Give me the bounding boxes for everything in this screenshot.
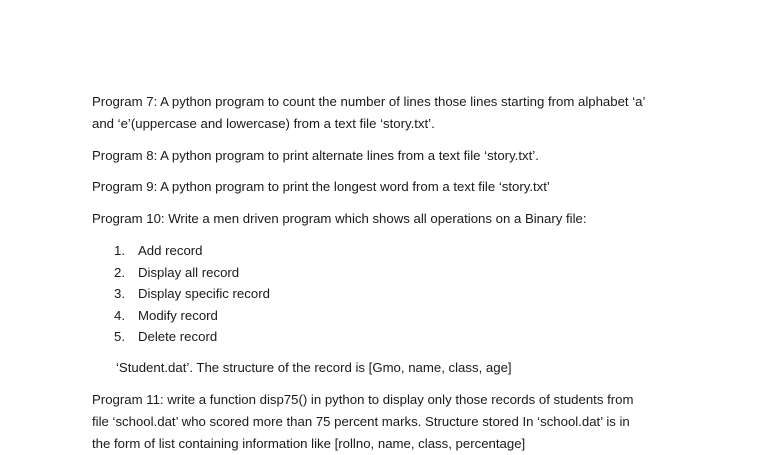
list-item-label: Display specific record [138, 286, 270, 302]
list-item [114, 305, 270, 327]
list-item-number: 1. [114, 243, 125, 258]
list-item-number: 2. [114, 264, 125, 280]
structure-note: ‘Student.dat’. The structure of the record is [Gmo, name, class, age] [116, 360, 512, 375]
list-item [114, 283, 270, 305]
list-item [114, 326, 270, 348]
list-item-number: 5. [114, 329, 125, 345]
operations-list [114, 240, 270, 348]
list-item-label: Display all record [138, 264, 240, 280]
program-7-line-1: Program 7: A python program to count the number of lines those lines starting from alphabet ‘a’ [92, 94, 646, 109]
list-item [114, 262, 270, 284]
program-11-line-3: the form of list containing information like [rollno, name, class, percentage] [92, 436, 526, 451]
list-item-label: Delete record [138, 329, 218, 345]
list-item-number: 3. [114, 286, 125, 302]
list-item-label: Modify record [138, 307, 218, 323]
program-11-line-1: Program 11: write a function disp75() in python to display only those records of students from [92, 392, 634, 407]
program-7-line-2: and ‘e’(uppercase and lowercase) from a text file ‘story.txt’. [92, 116, 435, 131]
program-10: Program 10: Write a men driven program which shows all operations on a Binary file: [92, 211, 587, 226]
list-item-label: Add record [138, 243, 203, 258]
list-item [114, 240, 270, 262]
program-8: Program 8: A python program to print alternate lines from a text file ‘story.txt’. [92, 148, 539, 163]
program-9: Program 9: A python program to print the longest word from a text file ‘story.txt’ [92, 179, 550, 194]
program-11-line-2: file ‘school.dat’ who scored more than 75 percent marks. Structure stored In ‘school.dat’ is in [92, 414, 630, 429]
list-item-number: 4. [114, 307, 125, 323]
